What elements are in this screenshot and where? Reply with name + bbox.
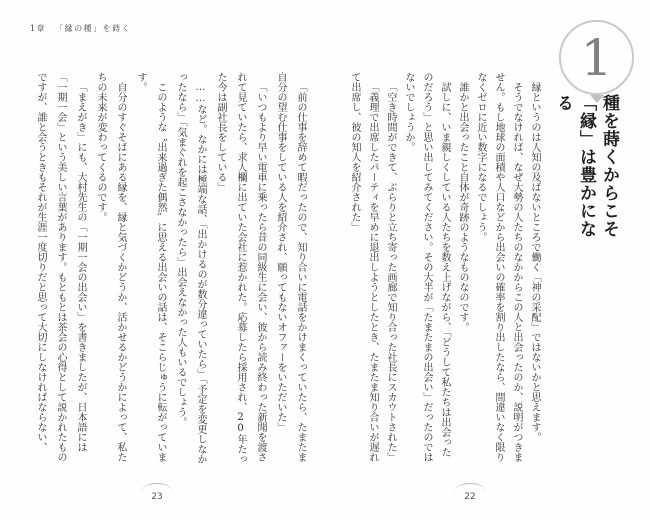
chapter-title-line-2: 「縁」は豊かになる: [553, 94, 596, 238]
paragraph: 「いつもより早い電車に乗ったら昔の同級生に会い、彼から読み終わった新聞を渡されて見ていたら、求人欄に出ていた会社に惹かれた。応募したら採用され、20年たった今は副社長をしている」: [215, 72, 266, 464]
paragraph: 「義理で出席したパーティを早めに退出しようとしたとき、たまたま知り合いが遅れて出席し、彼の知人を紹介された」: [349, 72, 378, 462]
paragraph: 「前の仕事を辞めて暇だったので、知り合いに電話をかけまくっていたら、たまたま自分の望む仕事をしている人を紹介され、願ってもないオファーをいただいた」: [275, 72, 306, 462]
running-head-title: 「縁の種」を蒔く: [55, 24, 132, 33]
paragraph: ……など。なかには極端な話、「出かけるのが数分違っていたら」「予定を変更しなかったなら」「気まぐれを起こさなかったら」出会えなかった人もいるでしょう。: [175, 72, 206, 464]
running-head-chapter: 1章: [30, 24, 47, 33]
page-number-label: 22: [464, 492, 476, 502]
page-number-right: [452, 483, 488, 502]
paragraph: そうでなければ、なぜ大勢の人たちのなかからこの人と出会ったのか、説明がつきません。もし地球の面積や人口などから出会いの確率を割り出したなら、間違いなく限りなくゼロに近い数字になるでしょう。: [475, 72, 522, 462]
chapter-number-circle: [559, 20, 634, 95]
page-right-text: [343, 72, 543, 464]
paragraph: 試しに、いま親しくしている人たちを数え上げながら、「どうして私たちは出会ったのだろう」と思い出してみてください。その大半が「たまたまの出会い」だったのではないでしょうか。: [403, 72, 450, 462]
paragraph: 自分のすぐそばにある縁を、縁と気づくかどうか、活かせるかどうかによって、私たちの未来が変わってくるのです。: [95, 72, 126, 462]
running-head: [30, 23, 131, 34]
chapter-number: 1: [580, 28, 613, 87]
paragraph: 「まえがき」にも、大村先生の「一期一会の出会い」を書きましたが、日本語には「一期一会」という美しい言葉があります。もともとは茶会の心得として説かれたものですが、誰と会うときもそれが生涯一度切りだと思って大切にしなければならない、: [35, 72, 86, 462]
folio-arc-icon: [142, 483, 172, 491]
chapter-title: [551, 94, 620, 254]
page-number-left: [139, 483, 175, 502]
paragraph: 縁というのは人知の及ばないところで働く「神の采配」ではないかと思えます。: [529, 82, 540, 442]
folio-arc-icon: [455, 483, 485, 491]
paragraph: 誰かと出会ったこと自体が奇跡のようなものなのです。: [457, 82, 468, 332]
page-number-label: 23: [151, 492, 163, 502]
paragraph: 「空き時間ができて、ぶらりと立ち寄った画廊で知り合った社長にスカウトされた」: [385, 82, 396, 462]
paragraph: このような〝出来過ぎた偶然〟に思える出会いの話は、そこらじゅうに転がっています。: [135, 72, 166, 462]
page-left-text: [30, 72, 310, 464]
chapter-title-line-1: 種を蒔くからこそ: [599, 94, 619, 238]
